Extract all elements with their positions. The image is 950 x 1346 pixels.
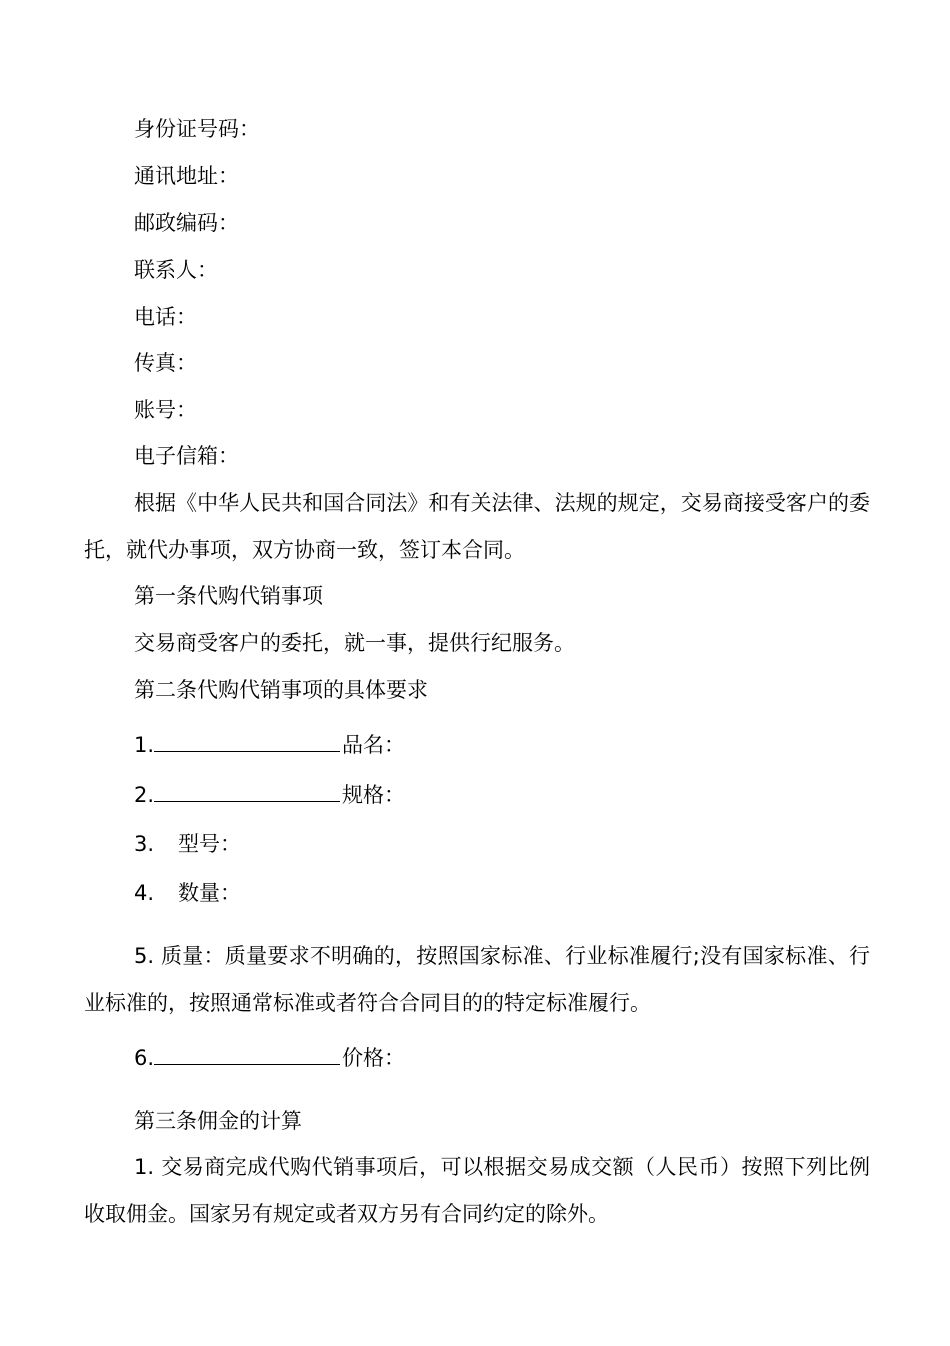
item-label: 型号： [178, 832, 242, 856]
item-number: 4. [134, 881, 155, 905]
item-label: 规格： [342, 783, 406, 807]
item-1 [134, 730, 405, 760]
item-5 [84, 933, 870, 1027]
fax-field: 传真： [134, 351, 197, 375]
item-6 [134, 1043, 405, 1073]
item-number: 3. [134, 832, 155, 856]
article3-title: 第三条佣金的计算 [134, 1109, 302, 1133]
blank-line [154, 1044, 340, 1065]
item-number: 5. [134, 944, 155, 968]
item-label: 数量： [178, 881, 242, 905]
intro-paragraph: 根据《中华人民共和国合同法》和有关法律、法规的规定，交易商接受客户的委托，就代办事项，双方协商一致，签订本合同。 [84, 491, 870, 562]
phone-field: 电话： [134, 305, 197, 329]
id-number-field: 身份证号码： [134, 117, 260, 141]
item-number: 1. [134, 733, 155, 757]
article2-title: 第二条代购代销事项的具体要求 [134, 678, 428, 702]
item-4 [134, 878, 241, 908]
item-label: 品名： [342, 733, 406, 757]
article1-title: 第一条代购代销事项 [134, 584, 323, 608]
item-label: 质量：质量要求不明确的，按照国家标准、行业标准履行;没有国家标准、行业标准的，按照通常标准或者符合合同目的的特定标准履行。 [84, 944, 870, 1015]
blank-line [154, 731, 340, 752]
email-field: 电子信箱： [134, 444, 239, 468]
item-3 [134, 829, 241, 859]
item-number: 6. [134, 1046, 155, 1070]
contact-person-field: 联系人： [134, 258, 218, 282]
address-field: 通讯地址： [134, 164, 239, 188]
blank-line [154, 781, 340, 802]
postal-code-field: 邮政编码： [134, 211, 239, 235]
article3-item1: 1. 交易商完成代购代销事项后，可以根据交易成交额（人民币）按照下列比例收取佣金。国家另有规定或者双方另有合同约定的除外。 [84, 1155, 870, 1226]
account-field: 账号： [134, 398, 197, 422]
item-label: 价格： [342, 1046, 406, 1070]
item-2 [134, 780, 405, 810]
article1-body: 交易商受客户的委托，就一事，提供行纪服务。 [134, 631, 575, 655]
item-number: 2. [134, 783, 155, 807]
